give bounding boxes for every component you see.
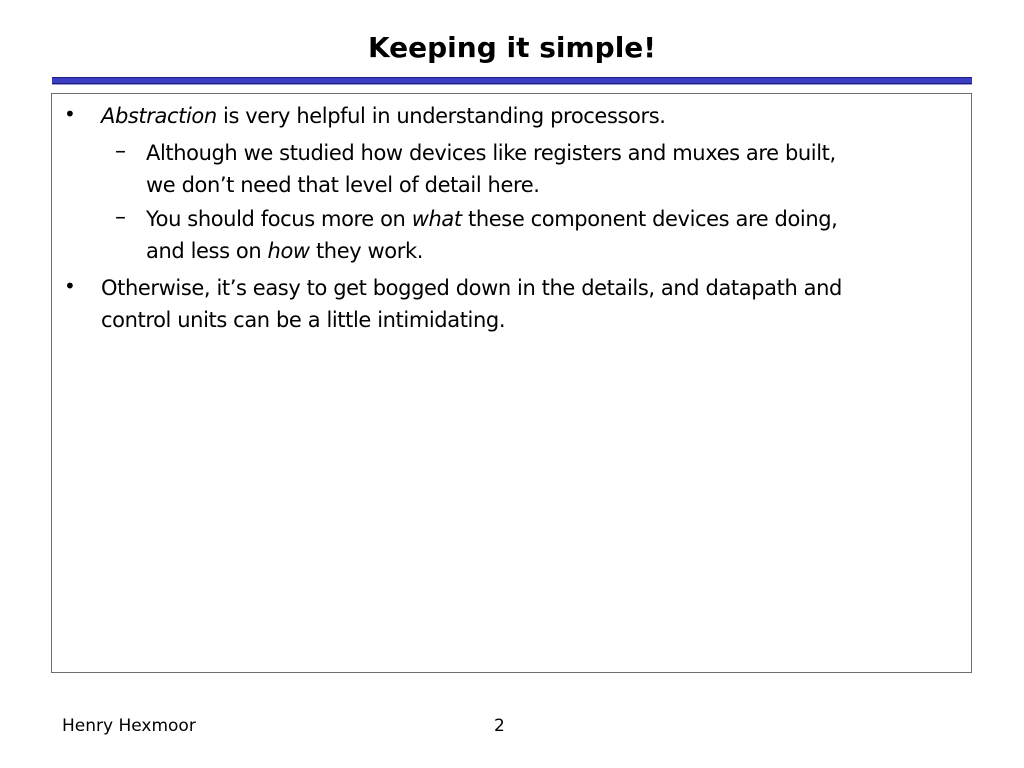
sub-bullet-text: they work.: [309, 239, 424, 263]
bullet-marker: •: [64, 274, 76, 298]
bullet-item-otherwise: [101, 272, 842, 336]
sub-bullet-item-focus: [146, 203, 837, 267]
bullet-marker: •: [64, 102, 76, 126]
emphasis-text: what: [411, 207, 462, 231]
sub-bullet-marker: –: [115, 139, 126, 164]
footer-author: Henry Hexmoor: [62, 716, 196, 736]
sub-bullet-line: we don’t need that level of detail here.: [146, 173, 540, 197]
bullet-text: is very helpful in understanding processors.: [216, 104, 666, 128]
sub-bullet-line: [146, 235, 837, 267]
bullet-line: Otherwise, it’s easy to get bogged down in the details, and datapath and: [101, 276, 842, 300]
slide-title: Keeping it simple!: [367, 31, 657, 64]
emphasis-text: Abstraction: [101, 104, 217, 128]
sub-bullet-item-devices: [146, 137, 836, 201]
title-underline-rule: [52, 77, 972, 84]
sub-bullet-marker: –: [115, 205, 126, 230]
sub-bullet-line: [146, 203, 837, 235]
sub-bullet-text: You should focus more on: [146, 207, 412, 231]
sub-bullet-text: these component devices are doing,: [461, 207, 838, 231]
bullet-line: control units can be a little intimidating.: [101, 308, 506, 332]
bullet-line: [101, 100, 666, 132]
emphasis-text: how: [267, 239, 310, 263]
bullet-item-abstraction: [101, 100, 666, 132]
sub-bullet-line: Although we studied how devices like registers and muxes are built,: [146, 141, 836, 165]
content-box: [51, 93, 972, 673]
footer-page-number: 2: [494, 716, 505, 736]
sub-bullet-text: and less on: [146, 239, 268, 263]
